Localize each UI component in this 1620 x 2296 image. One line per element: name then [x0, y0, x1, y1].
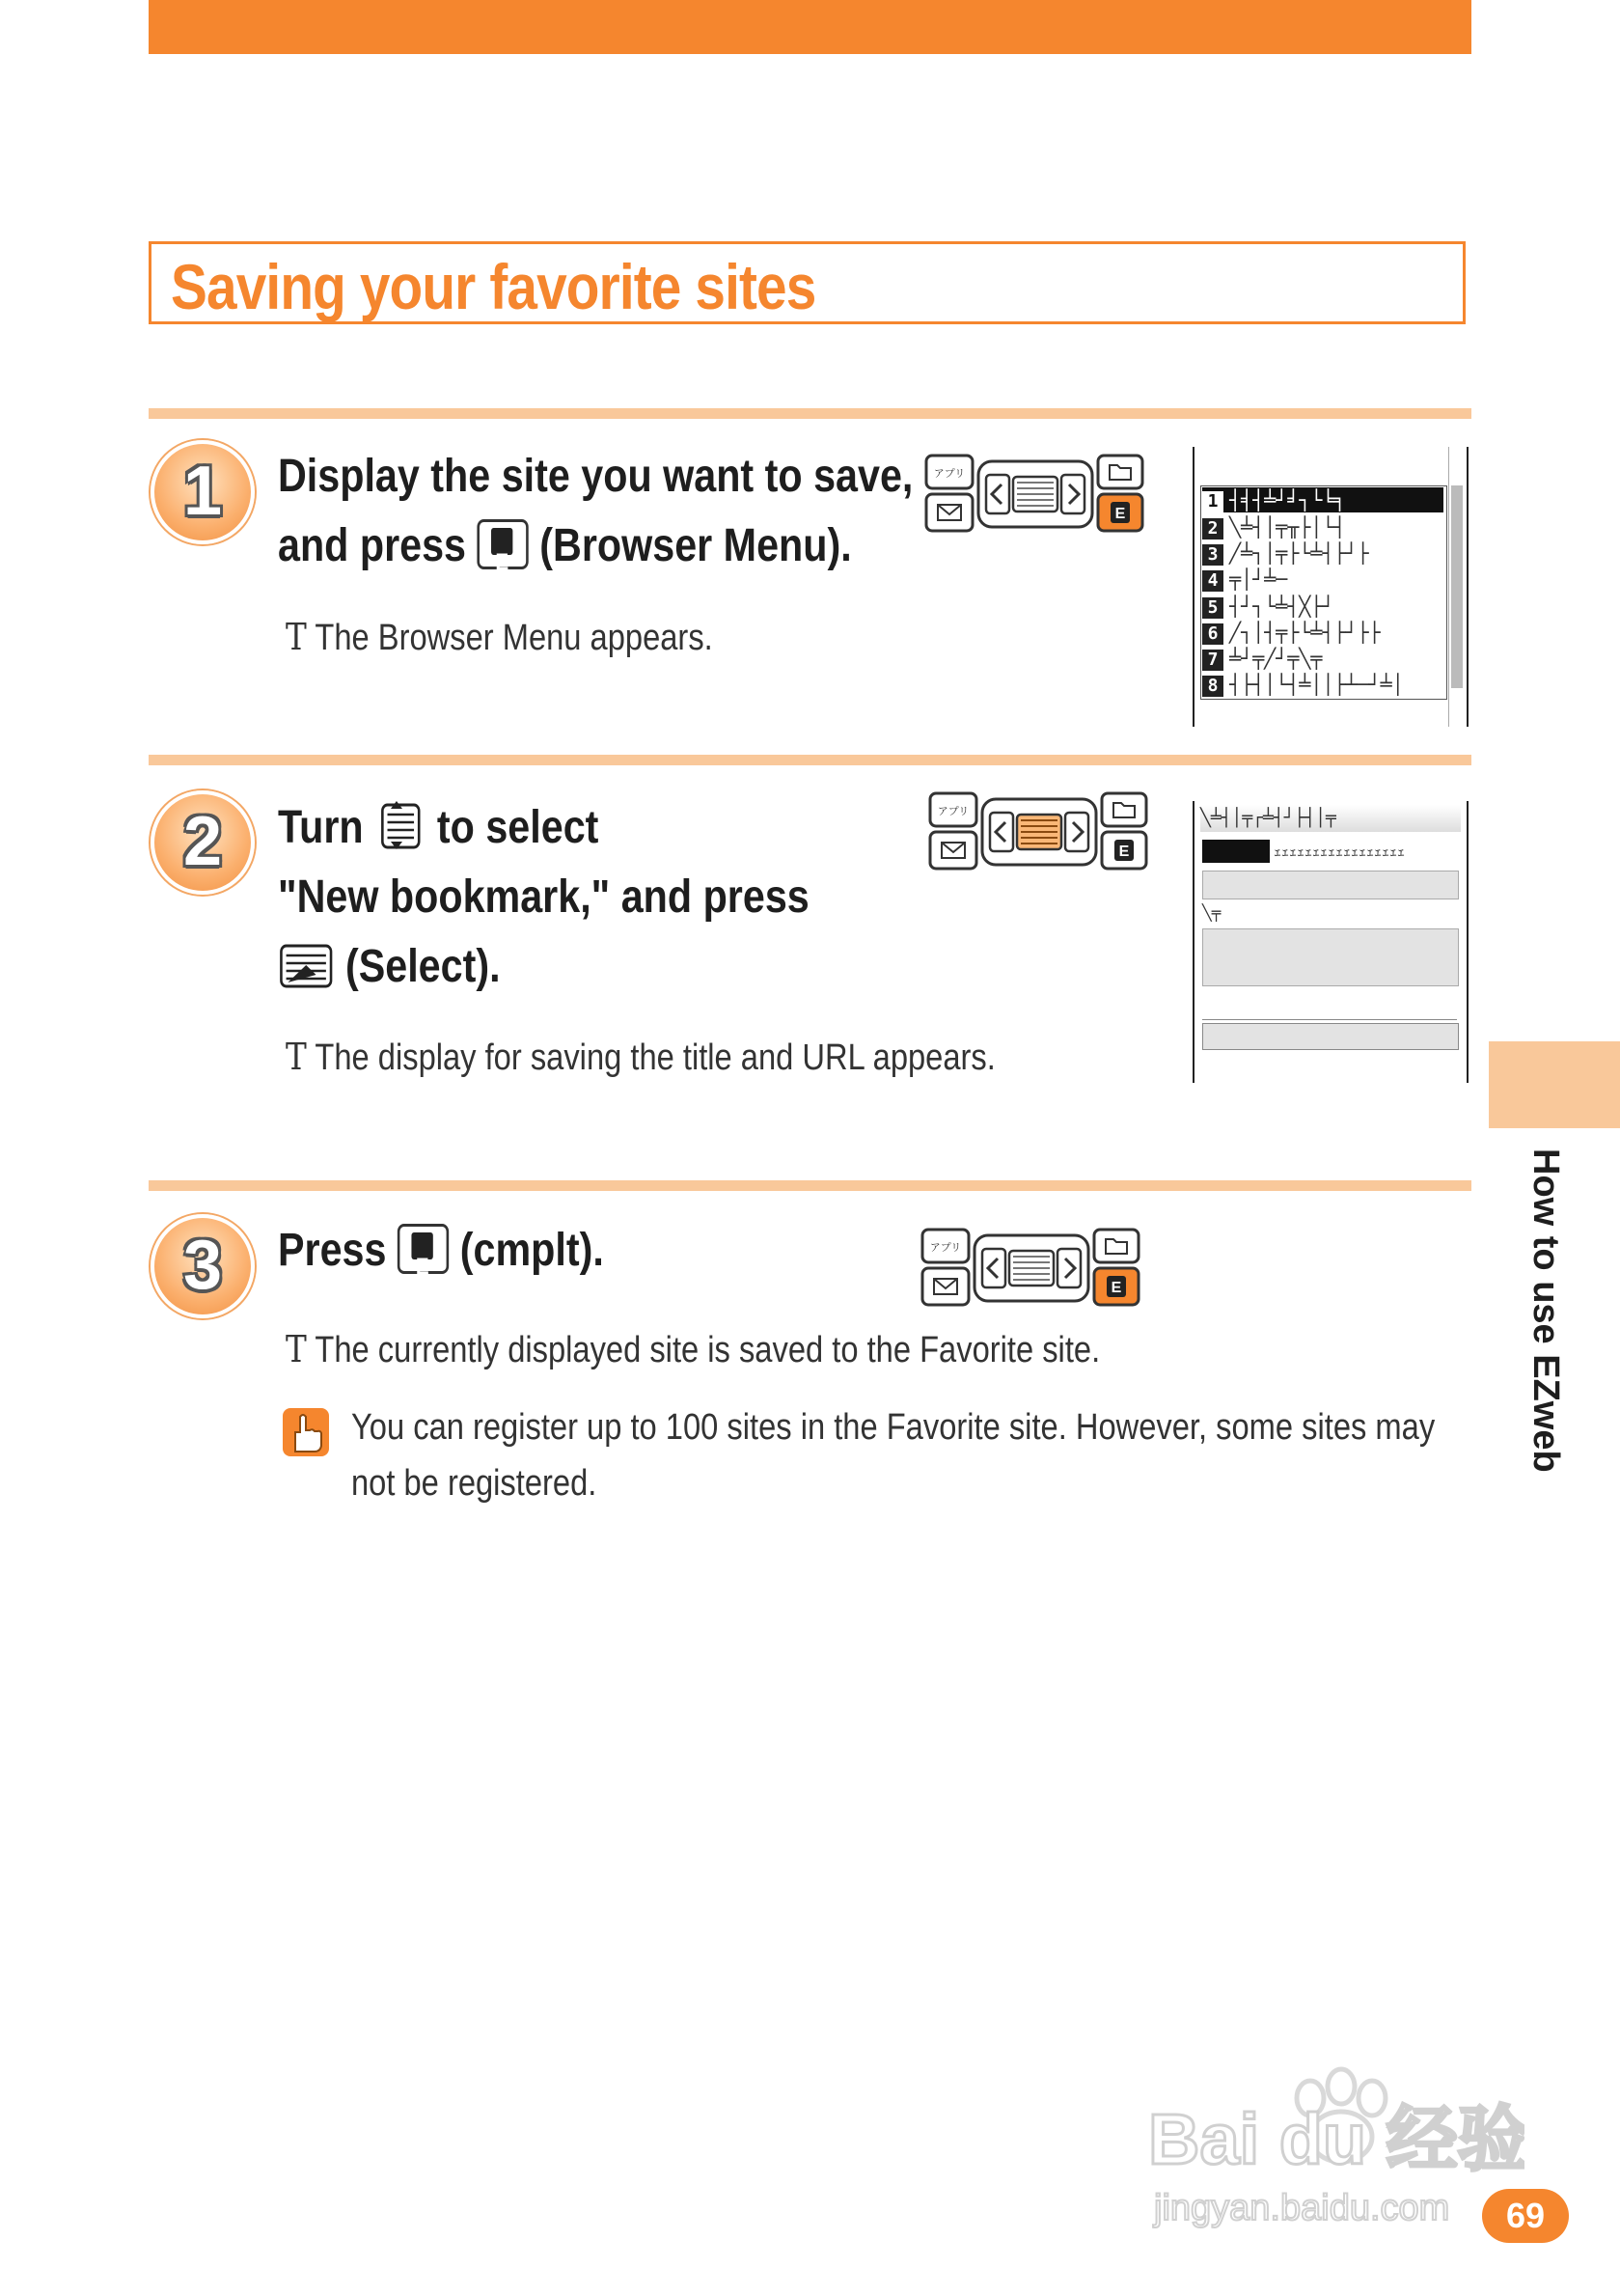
tip-text: You can register up to 100 sites in the Favorite site. However, some sites may not be registered. — [351, 1407, 1436, 1504]
step-1-separator — [149, 408, 1471, 419]
page-number: 69 — [1482, 2189, 1569, 2243]
screen-scrollbar — [1448, 447, 1465, 727]
chapter-tab — [1489, 1041, 1620, 1128]
step-2-note: T The display for saving the title and URL appears. — [286, 1036, 996, 1078]
top-accent-bar — [149, 0, 1471, 54]
keypad-e-highlight-icon — [924, 454, 1146, 535]
menu-item: 8 ┤├┤│└┤╧││├┴─┘╧│ — [1202, 672, 1443, 697]
svg-text:E: E — [1118, 844, 1130, 860]
baidu-watermark — [1148, 2058, 1524, 2231]
menu-item: 6 ╱┐│┤╤├└╧┤├┘├├ — [1202, 620, 1443, 645]
url-field — [1202, 928, 1459, 986]
step-3-number-badge: 3 — [151, 1214, 255, 1318]
screen-header: ╲╧┤│╤┌╧┤┘├┤│╤ — [1200, 805, 1461, 832]
svg-text:アプリ: アプリ — [937, 806, 970, 817]
step-1-note: T The Browser Menu appears. — [286, 616, 713, 658]
svg-text:アプリ: アプリ — [933, 468, 966, 480]
chapter-tab-label: How to use EZweb — [1525, 1148, 1566, 1473]
menu-item: 2 ╲╧┤│╤╥├│└┤ — [1202, 514, 1443, 539]
step-2-instruction: Turn to select "New bookmark," and press (Select). — [278, 802, 810, 992]
new-bookmark-screen: ╲╧┤│╤┌╧┤┘├┤│╤ ｪｪｪｪｪｪｪｪｪｪｪｪｪｪｪｪｪ ╲╤ — [1193, 801, 1469, 1083]
title-field — [1202, 871, 1459, 899]
step-1-instruction: Display the site you want to save, and press E (Browser Menu). — [278, 442, 1017, 581]
page-title: Saving your favorite sites — [171, 251, 816, 322]
step-1-number-badge: 1 — [151, 440, 255, 544]
step-3-instruction: Press E (cmplt). — [278, 1216, 657, 1286]
option-row — [1202, 1023, 1459, 1050]
keypad-center-highlight-icon — [928, 791, 1150, 872]
svg-text:E: E — [1111, 1280, 1122, 1296]
menu-item: 5 ┤┘┐└╧┤╳├┘ — [1202, 594, 1443, 619]
step-3-note: T The currently displayed site is saved to the Favorite site. — [286, 1328, 1101, 1370]
memo-hand-icon — [282, 1407, 330, 1457]
svg-text:E: E — [1114, 506, 1126, 522]
e-key-icon — [398, 1224, 449, 1274]
step-2-number-badge: 2 — [151, 790, 255, 895]
baidu-paw-logo — [1148, 2058, 1524, 2231]
section-title-box — [149, 241, 1466, 324]
menu-item: 3 ╱╧┐│╤├└╧┤├┘├ — [1202, 540, 1443, 566]
select-key-icon — [278, 940, 334, 990]
svg-text:jingyan.baidu.com: jingyan.baidu.com — [1154, 2188, 1450, 2228]
menu-item: 7 ╧┘╤╱┘╤╲╤ — [1202, 646, 1443, 671]
svg-text:Bai du 经验: Bai du 经验 — [1148, 2099, 1524, 2179]
keypad-e-highlight-icon — [920, 1228, 1142, 1309]
e-key-icon — [477, 519, 528, 569]
step-3-separator — [149, 1180, 1471, 1191]
browser-menu-screen — [1193, 447, 1469, 727]
menu-item: 4 ╤│┘╧─ — [1202, 567, 1443, 592]
menu-item: 1 ┤╡┤╧┘╛┐└╘╕ — [1202, 487, 1443, 512]
step-2-separator — [149, 755, 1471, 765]
title-label — [1202, 840, 1270, 863]
option-row — [1202, 994, 1457, 1020]
svg-text:アプリ: アプリ — [929, 1242, 962, 1254]
jog-dial-icon — [374, 801, 426, 851]
